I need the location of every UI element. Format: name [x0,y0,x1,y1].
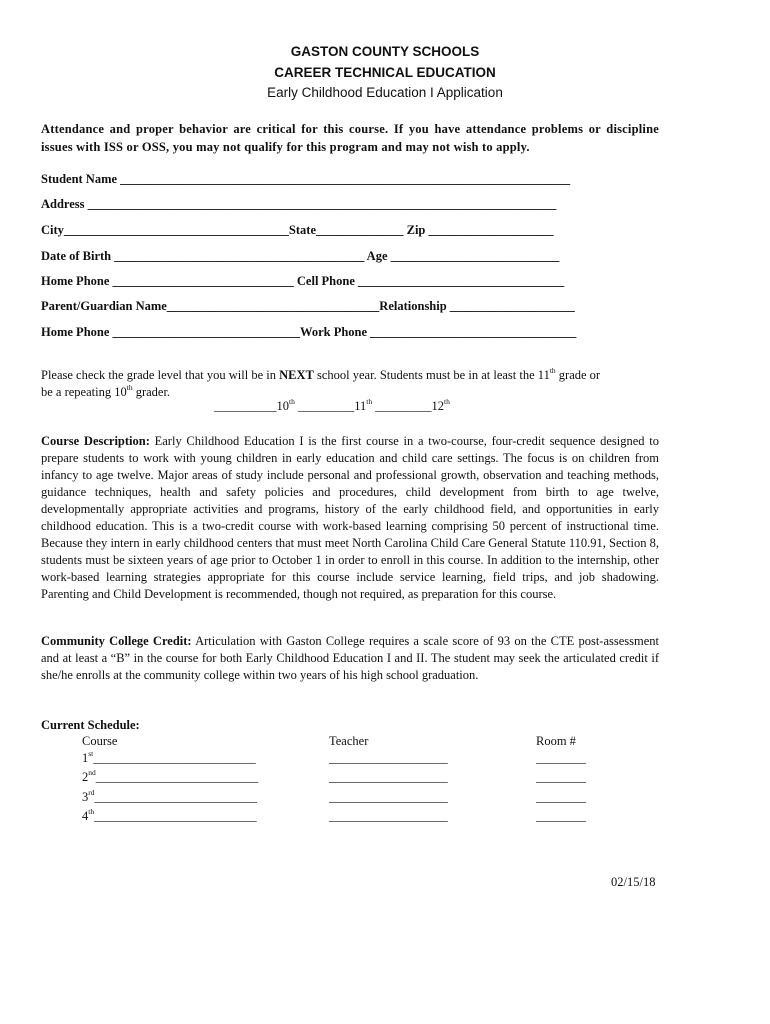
schedule-row-course[interactable]: 3rd__________________________ [82,788,257,804]
grade-text: Please check the grade level that you will be in [41,368,280,382]
department-name: CAREER TECHNICAL EDUCATION [274,65,496,80]
superscript: th [549,366,556,375]
superscript: th [126,383,133,392]
schedule-row-room[interactable]: ________ [536,809,586,823]
grade-text: grader. [132,385,171,399]
community-college-text: Articulation with Gaston College requires a scale score of 93 on the CTE post-assessment and at least a “B” in the course for both Early Childhood Education I and II. The student may seek the articulated credit if she/he enrolls at the community college within two years of his high school graduation. [41,634,660,682]
city-state-zip-field[interactable]: City____________________________________State______________ Zip ____________________ [41,223,554,237]
room-column-header: Room # [536,734,576,748]
community-college-label: Community College Credit: [41,634,192,648]
school-name: GASTON COUNTY SCHOOLS [290,44,480,59]
schedule-row-room[interactable]: ________ [536,790,586,804]
course-description-text: Early Childhood Education I is the first course in a two-course, four-credit sequence designed to prepare students to work with young children in early education and child care settings. The focus is on children from infancy to age twelve. Major areas of study include personal and professional growth, observation and teaching methods, guidance techniques, health and safety policies and procedures, child development from birth to age twelve, developmentally appropriate activities and programs, history of the early childhood field, and opportunities in early childhood education. This is a two-credit course with work-based learning comprising 50 percent of instructional time. Because they intern in early childhood centers that must meet North Carolina Child Care General Statute 110.91, Section 8, students must be sixteen years of age prior to October 1 in order to enroll in this course. In addition to the internship, other work-based learning strategies appropriate for this course include service learning, field trips, and job shadowing. Parenting and Child Development is recommended, though not required, as preparation for this course. [41,434,659,601]
dob-age-field[interactable]: Date of Birth ________________________________________ Age ___________________________ [41,249,560,263]
community-college-credit [41,633,659,684]
schedule-row-teacher[interactable]: ___________________ [329,809,448,823]
home-cell-phone-field[interactable]: Home Phone _____________________________ Cell Phone _________________________________ [41,274,565,288]
grade-text: be a repeating 10 [41,385,127,399]
grade-next-emphasis: NEXT [279,368,314,382]
address-field[interactable]: Address ___________________________________________________________________________ [41,197,557,211]
grade-11-option[interactable]: _________11th [294,397,373,413]
grade-text: grade or [555,368,601,382]
schedule-row-teacher[interactable]: ___________________ [329,790,448,804]
schedule-title: Current Schedule: [41,718,140,732]
grade-10-option[interactable]: __________10th [214,397,295,413]
course-description-label: Course Description: [41,434,150,448]
form-title: Early Childhood Education I Application [267,85,503,100]
schedule-row-room[interactable]: ________ [536,751,586,765]
grade-options [214,399,450,414]
attendance-notice: Attendance and proper behavior are critical for this course. If you have attendance problems or discipline issues with ISS or OSS, you may not qualify for this program and may not wish to apply. [41,122,659,154]
grade-12-option[interactable]: _________12th [372,397,450,413]
schedule-row-teacher[interactable]: ___________________ [329,751,448,765]
course-description [41,433,659,603]
grade-instructions [41,367,659,401]
grade-text: school year. Students must be in at least the 11 [313,368,550,382]
teacher-column-header: Teacher [329,734,369,748]
schedule-row-course[interactable]: 2nd__________________________ [82,768,259,784]
home-work-phone-field[interactable]: Home Phone ______________________________Work Phone _________________________________ [41,325,577,339]
schedule-row-teacher[interactable]: ___________________ [329,770,448,784]
schedule-row-course[interactable]: 4th__________________________ [82,807,257,823]
parent-relationship-field[interactable]: Parent/Guardian Name__________________________________Relationship ____________________ [41,299,575,313]
revision-date: 02/15/18 [611,875,656,889]
schedule-row-room[interactable]: ________ [536,770,586,784]
schedule-row-course[interactable]: 1st__________________________ [82,749,256,765]
course-column-header: Course [82,734,118,748]
student-name-field[interactable]: Student Name ________________________________________________________________________ [41,172,571,186]
